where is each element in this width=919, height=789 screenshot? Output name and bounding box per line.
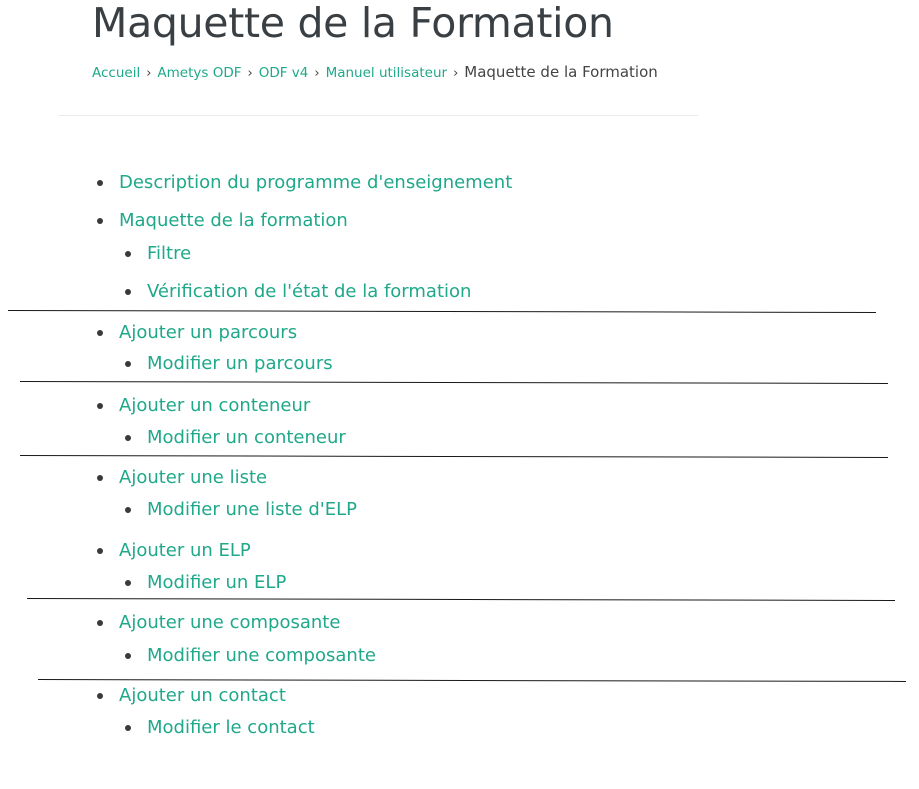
- bullet-icon: [125, 725, 131, 731]
- separator-line: [38, 679, 906, 682]
- breadcrumb-separator-icon: ›: [247, 66, 253, 81]
- bullet-icon: [97, 330, 103, 336]
- separator-line: [20, 455, 888, 458]
- breadcrumb-link-manuel-utilisateur[interactable]: Manuel utilisateur: [325, 65, 448, 81]
- toc-item: [119, 685, 286, 707]
- toc-subitem: [147, 645, 376, 667]
- bullet-icon: [125, 653, 131, 659]
- bullet-icon: [125, 361, 131, 367]
- toc-link-modifier-parcours[interactable]: Modifier un parcours: [147, 353, 333, 374]
- toc-link-modifier-liste-elp[interactable]: Modifier une liste d'ELP: [147, 499, 357, 520]
- breadcrumb: [92, 62, 658, 84]
- toc-link-ajouter-composante[interactable]: Ajouter une composante: [119, 612, 341, 633]
- breadcrumb-current: Maquette de la Formation: [464, 63, 658, 81]
- toc-item: [119, 395, 310, 417]
- toc-item: [119, 467, 267, 489]
- toc-subitem: [147, 427, 346, 449]
- toc-link-modifier-elp[interactable]: Modifier un ELP: [147, 572, 287, 593]
- toc-item: [119, 612, 340, 634]
- toc-item: [119, 210, 348, 232]
- toc-link-modifier-composante[interactable]: Modifier une composante: [147, 645, 376, 666]
- toc-link-modifier-contact[interactable]: Modifier le contact: [147, 717, 315, 738]
- toc-item: [119, 172, 512, 194]
- bullet-icon: [97, 218, 103, 224]
- toc-subitem: [147, 281, 471, 303]
- bullet-icon: [125, 580, 131, 586]
- toc-subitem: [147, 499, 357, 521]
- toc-link-filtre[interactable]: Filtre: [147, 243, 192, 264]
- separator-line: [20, 381, 888, 384]
- toc-link-ajouter-conteneur[interactable]: Ajouter un conteneur: [119, 395, 311, 416]
- bullet-icon: [97, 475, 103, 481]
- title-divider: [58, 115, 698, 116]
- toc-link-ajouter-contact[interactable]: Ajouter un contact: [119, 685, 286, 706]
- breadcrumb-separator-icon: ›: [453, 66, 459, 81]
- toc-item: [119, 322, 297, 344]
- toc-subitem: [147, 353, 333, 375]
- toc-subitem: [147, 243, 191, 265]
- breadcrumb-link-odf-v4[interactable]: ODF v4: [258, 65, 309, 81]
- toc-link-ajouter-parcours[interactable]: Ajouter un parcours: [119, 322, 298, 343]
- separator-line: [27, 598, 895, 601]
- toc-subitem: [147, 572, 286, 594]
- bullet-icon: [97, 403, 103, 409]
- breadcrumb-link-ametys-odf[interactable]: Ametys ODF: [157, 65, 242, 81]
- bullet-icon: [125, 435, 131, 441]
- bullet-icon: [125, 507, 131, 513]
- bullet-icon: [125, 289, 131, 295]
- separator-line: [8, 310, 876, 313]
- toc-subitem: [147, 717, 315, 739]
- toc-link-description-programme[interactable]: Description du programme d'enseignement: [119, 172, 513, 193]
- breadcrumb-link-accueil[interactable]: Accueil: [92, 65, 141, 81]
- bullet-icon: [97, 620, 103, 626]
- toc-link-modifier-conteneur[interactable]: Modifier un conteneur: [147, 427, 346, 448]
- toc-link-ajouter-elp[interactable]: Ajouter un ELP: [119, 540, 251, 561]
- bullet-icon: [97, 180, 103, 186]
- breadcrumb-separator-icon: ›: [314, 66, 320, 81]
- toc-item: [119, 540, 251, 562]
- bullet-icon: [125, 251, 131, 257]
- toc-link-ajouter-liste[interactable]: Ajouter une liste: [119, 467, 268, 488]
- toc-link-maquette-formation[interactable]: Maquette de la formation: [119, 210, 348, 231]
- breadcrumb-separator-icon: ›: [146, 66, 152, 81]
- page-title: Maquette de la Formation: [92, 0, 614, 47]
- toc-link-verification-etat[interactable]: Vérification de l'état de la formation: [147, 281, 472, 302]
- bullet-icon: [97, 548, 103, 554]
- bullet-icon: [97, 693, 103, 699]
